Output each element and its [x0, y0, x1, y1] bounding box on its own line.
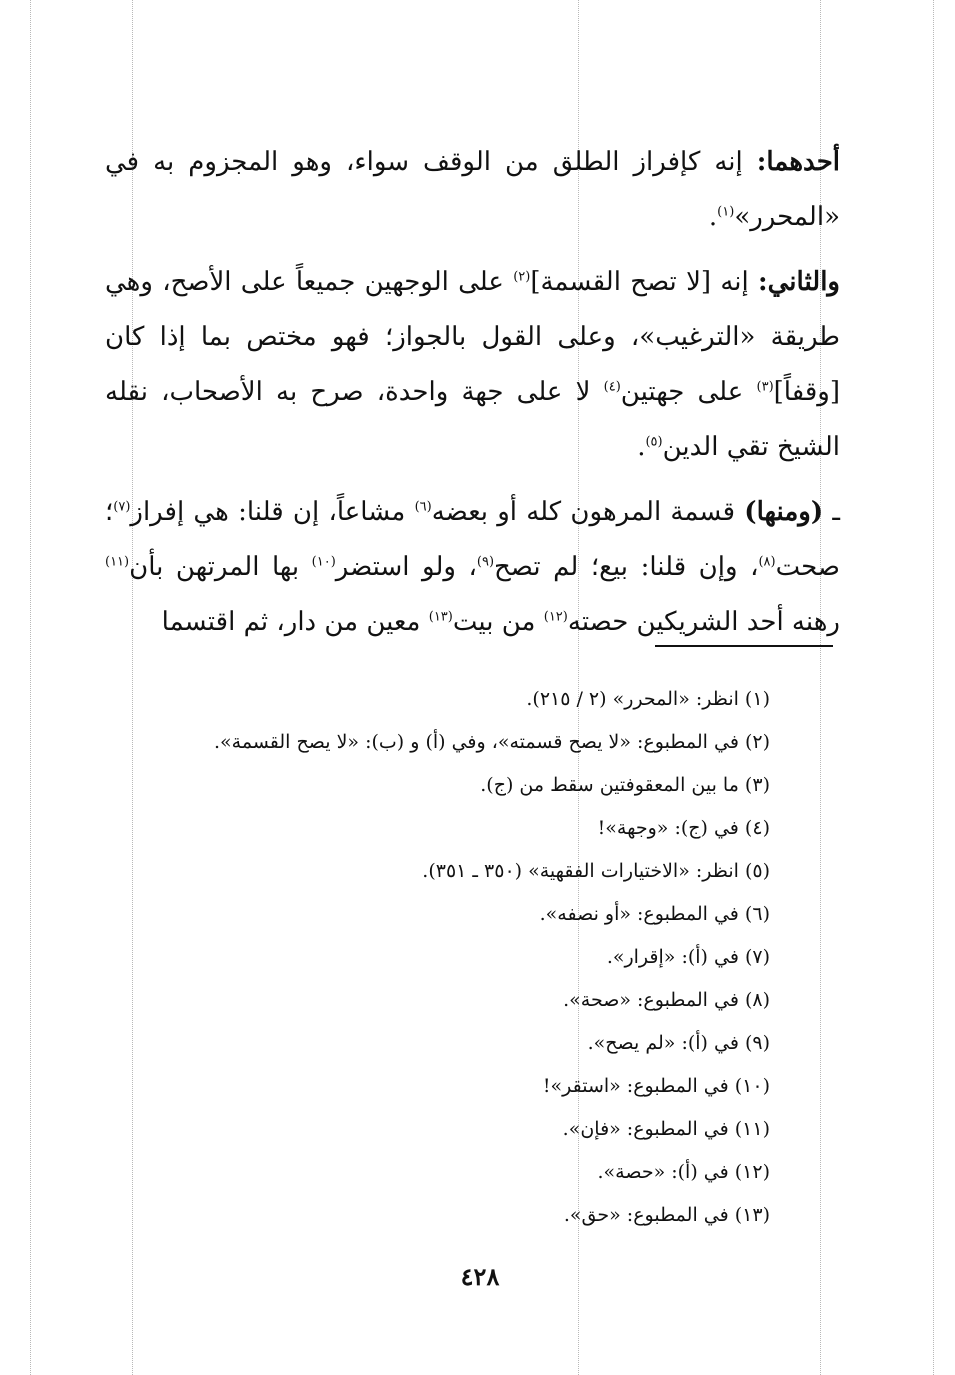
page-number: ٤٢٨: [460, 1262, 500, 1291]
scan-guide-line: [933, 0, 934, 1375]
footnote-ref: (١): [717, 204, 735, 220]
paragraph-text: إنه [لا تصح القسمة]: [530, 267, 759, 297]
footnote-item: (١) انظر: «المحرر» (٢ / ٢١٥).: [526, 688, 770, 710]
paragraph-text: بها المرتهن بأن: [129, 552, 312, 582]
footnote-item: (١١) في المطبوع: «فإن».: [562, 1118, 770, 1140]
footnote-ref: (٧): [113, 499, 131, 515]
scan-guide-line: [30, 0, 31, 1375]
footnote-item: (٤) في (ج): «وجهة»!: [597, 817, 770, 839]
paragraph-text: من بيت: [452, 607, 544, 637]
footnote-ref: (١٢): [543, 609, 568, 625]
paragraph-2: [105, 255, 840, 475]
paragraph-text: قسمة المرهون كله أو بعضه: [431, 497, 745, 527]
paragraph-lead: والثاني:: [758, 267, 840, 297]
footnote-item: (٨) في المطبوع: «صحة».: [563, 989, 770, 1011]
footnote-item: (١٠) في المطبوع: «استقر»!: [542, 1075, 770, 1097]
footnote-ref: (١٠): [311, 554, 336, 570]
footnote-ref: (٨): [758, 554, 776, 570]
main-text: [105, 135, 840, 650]
footnote-separator: [655, 645, 833, 647]
paragraph-text: .: [637, 432, 646, 462]
footnote-ref: (١١): [105, 554, 130, 570]
footnote-item: (٧) في (أ): «إقرار».: [606, 946, 770, 968]
footnote-item: (١٣) في المطبوع: «حق».: [563, 1204, 770, 1226]
footnote-ref: (٣): [756, 379, 774, 395]
footnote-ref: (٥): [645, 434, 663, 450]
footnote-ref: (٦): [414, 499, 432, 515]
paragraph-text: ، وإن قلنا: بيع؛ لم تصح: [494, 552, 759, 582]
footnote-item: (٦) في المطبوع: «أو نصفه».: [539, 903, 770, 925]
footnote-ref: (١٣): [428, 609, 453, 625]
paragraph-text: إنه كإفراز الطلق من الوقف سواء، وهو المجزوم به في «المحرر»: [105, 147, 840, 232]
paragraph-dash: ـ: [823, 497, 840, 527]
paragraph-1: [105, 135, 840, 245]
footnote-item: (٣) ما بين المعقوفتين سقط من (ج).: [480, 774, 770, 796]
paragraph-text: رهنه أحد الشريكين حصته: [567, 607, 840, 637]
footnote-item: (٥) انظر: «الاختيارات الفقهية» (٣٥٠ ـ ٣٥١).: [422, 860, 770, 882]
footnote-ref: (٤): [603, 379, 621, 395]
paragraph-text: على الوجهين جميعاً على الأصح، وهي طريقة «الترغيب»، وعلى القول بالجواز؛ فهو مختص بما إذا كان [وقفاً]: [105, 267, 840, 407]
footnote-ref: (٢): [513, 269, 531, 285]
footnote-item: (٩) في (أ): «لم يصح».: [587, 1032, 770, 1054]
paragraph-text: .: [708, 202, 718, 232]
footnotes: [130, 678, 770, 1237]
paragraph-lead: (ومنها): [744, 497, 824, 527]
footnote-item: (٢) في المطبوع: «لا يصح قسمته»، وفي (أ) و (ب): «لا يصح القسمة».: [214, 731, 770, 753]
paragraph-text: معين من دار، ثم اقتسما: [161, 607, 429, 637]
paragraph-text: ؛ صحت: [105, 497, 840, 582]
paragraph-lead: أحدهما:: [756, 147, 840, 177]
paragraph-3: [105, 485, 840, 650]
footnote-item: (١٢) في (أ): «حصة».: [597, 1161, 770, 1183]
footnote-ref: (٩): [476, 554, 495, 570]
paragraph-text: مشاعاً، إن قلنا: هي إفراز: [130, 497, 415, 527]
paragraph-text: ، ولو استضر: [335, 552, 477, 582]
paragraph-text: على جهتين: [620, 377, 757, 407]
paragraph-text: لا على جهة واحدة، صرح به الأصحاب، نقله الشيخ تقي الدين: [105, 377, 840, 462]
